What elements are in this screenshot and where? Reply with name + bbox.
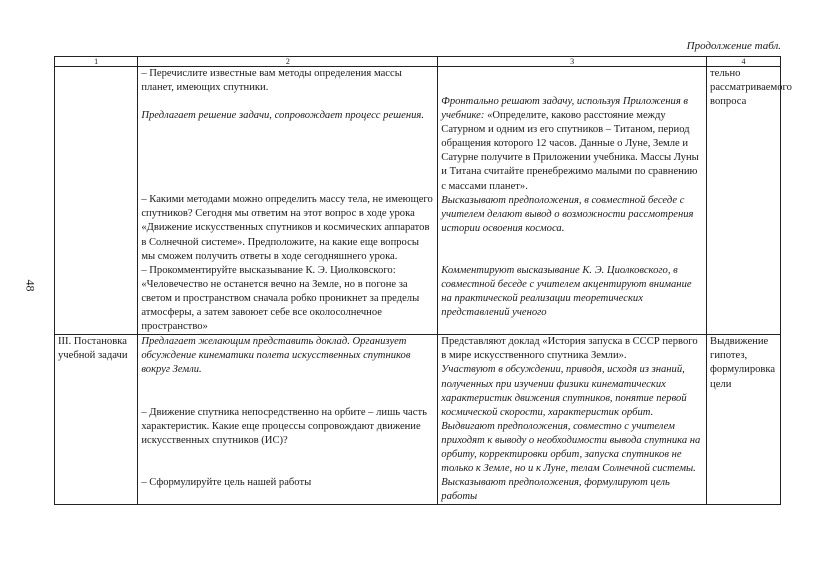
task-quote: «Определите, каково расстояние между Сатурном и одним из его спутников – Титаном, период обращения которого 12 часов. Данные о Луне, Земле и Сатурне получите в Приложении учебника. Массы Луны и Титана считайте пренебрежимо малыми по сравнению с массами планет». bbox=[441, 110, 699, 192]
table-row bbox=[55, 335, 781, 505]
result-cell: тельно рассматриваемого вопроса bbox=[707, 67, 781, 335]
lesson-plan-table bbox=[54, 56, 792, 505]
stage-cell bbox=[55, 67, 138, 335]
stage-cell: III. Постановка учебной задачи bbox=[55, 335, 138, 505]
teacher-question: – Движение спутника непосредственно на орбите – лишь часть характеристик. Какие еще процессы сопровождают движение искусственных спутников (ИС)? bbox=[141, 406, 427, 446]
student-activity: Комментируют высказывание К. Э. Циолковского, в совместной беседе с учителем акцентируют внимание на практической реализации теоретических представлений ученого bbox=[441, 264, 692, 319]
header-cell: 3 bbox=[438, 57, 707, 67]
table-header-row bbox=[55, 57, 781, 67]
teacher-action: Предлагает желающим представить доклад. Организует обсуждение кинематики полета искусственных спутников вокруг Земли. bbox=[141, 336, 411, 376]
teacher-question: – Какими методами можно определить массу тела, не имеющего спутников? Сегодня мы ответим на этот вопрос в ходе урока «Движение искусственных спутников и космических аппаратов в Солнечной системе». Предположите, на какие еще вопросы мы сможем получить ответы в ходе сегодняшнего урока. bbox=[141, 194, 433, 262]
student-activity: Высказывают предположения, формулируют цель работы bbox=[441, 477, 670, 503]
result-cell: Выдвижение гипотез, формулировка цели bbox=[707, 335, 781, 505]
header-cell: 1 bbox=[55, 57, 138, 67]
student-activity: Высказывают предположения, в совместной беседе с учителем делают вывод о возможности рассмотрения истории освоения космоса. bbox=[441, 194, 694, 234]
teacher-action: Предлагает решение задачи, сопровождает процесс решения. bbox=[141, 110, 424, 122]
student-activity: Участвуют в обсуждении, приводя, исходя из знаний, полученных при изучении физики кинематических характеристик движения спутников, понятие первой космической скорости, характеристик орбит. bbox=[441, 364, 687, 418]
student-activity-text bbox=[441, 95, 703, 194]
header-cell: 4 bbox=[707, 57, 781, 67]
student-activity-cell bbox=[438, 67, 707, 335]
header-cell: 2 bbox=[138, 57, 438, 67]
student-activity-cell bbox=[438, 335, 707, 505]
continued-label: Продолжение табл. bbox=[686, 40, 781, 52]
teacher-activity-cell bbox=[138, 335, 438, 505]
student-activity: Выдвигают предположения, совместно с учителем приходят к выводу о необходимости вывода спутника на орбиту, корректировки орбит, запуска спутников не только к Земле, но и к Луне, телам Солнечной системы. bbox=[441, 420, 701, 475]
teacher-question: – Сформулируйте цель нашей работы bbox=[141, 476, 312, 488]
page-number: 48 bbox=[23, 279, 38, 292]
student-activity: Представляют доклад «История запуска в СССР первого в мире искусственного спутника Земли». bbox=[441, 336, 698, 362]
teacher-question: – Перечислите известные вам методы определения массы планет, имеющих спутники. bbox=[141, 68, 402, 94]
table-row bbox=[55, 67, 781, 335]
teacher-activity-cell bbox=[138, 67, 438, 335]
student-activity-intro: Фронтально решают задачу, используя Приложения в учебнике: bbox=[441, 96, 689, 122]
teacher-question: – Прокомментируйте высказывание К. Э. Циолковского: «Человечество не останется вечно на Земле, но в погоне за светом и пространством сначала робко проникнет за пределы атмосферы, а затем завоюет себе все околосолнечное пространство» bbox=[141, 264, 420, 333]
